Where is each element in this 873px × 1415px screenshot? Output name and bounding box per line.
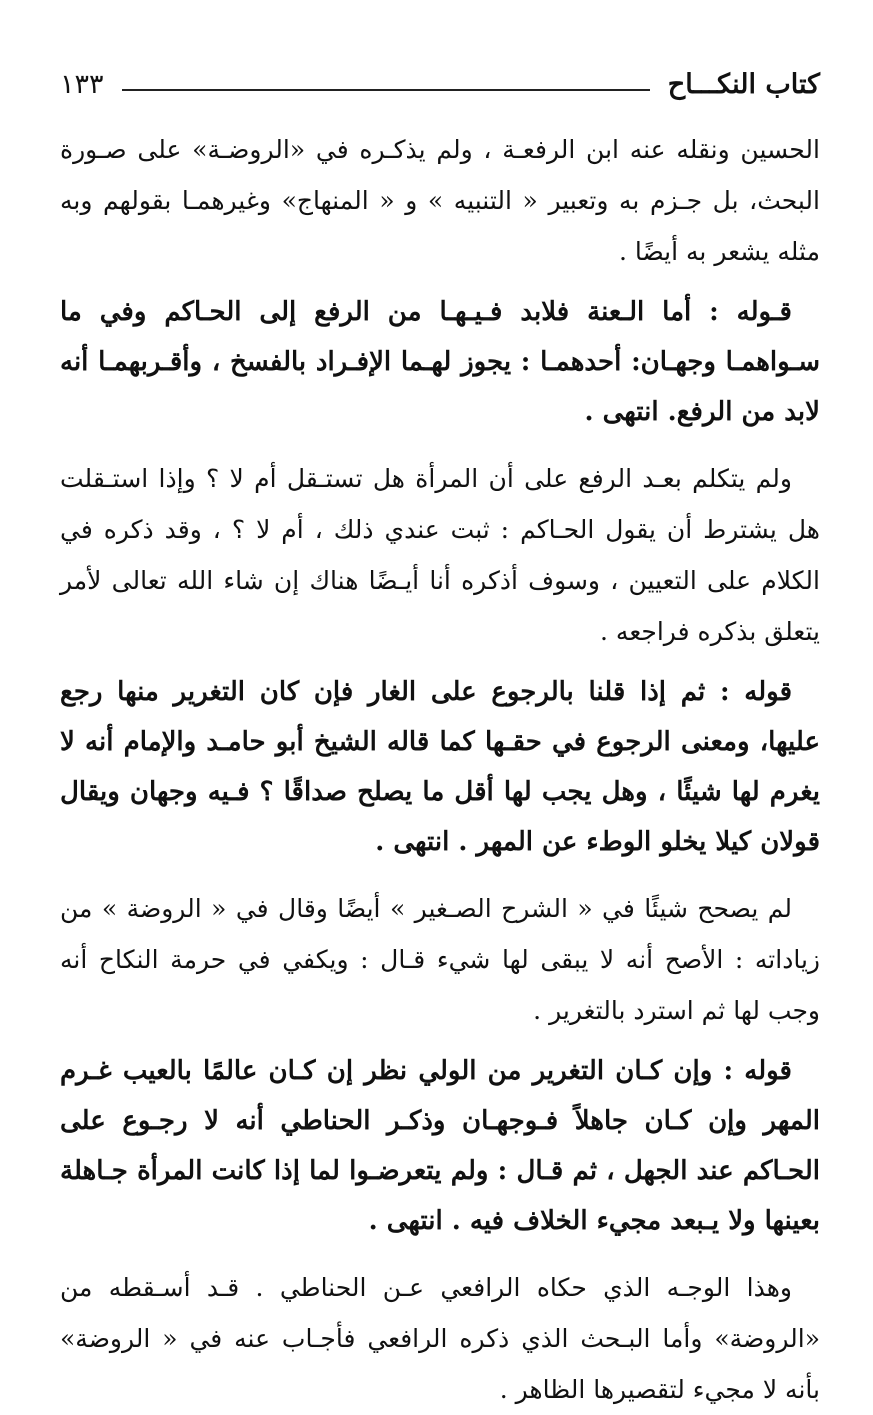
page-header xyxy=(60,62,820,106)
commentary-paragraph: ولم يتكلم بعـد الرفع على أن المرأة هل تستـقل أم لا ؟ وإذا استـقلت هل يشترط أن يقول الحـاكم : ثبت عندي ذلك ، أم لا ؟ ، وقد ذكره في الكلام على التعيين ، وسوف أذكره أنا أيـضًا هناك إن شاء الله تعالى لأمر يتعلق بذكره فراجعه . xyxy=(60,464,820,646)
running-title: كتاب النكـــاح xyxy=(667,68,820,100)
commentary-paragraph: لم يصحح شيئًا في « الشرح الصـغير » أيضًا وقال في « الروضة » من زياداته : الأصح أنه لا يبقى لها شيء قـال : ويكفي في حرمة النكاح أنه وجب لها ثم استرد بالتغرير . xyxy=(60,894,820,1025)
page-number: ١٣٣ xyxy=(60,68,104,100)
page-body xyxy=(60,124,820,1415)
quote-paragraph: قـوله : أما الـعنة فلابد فـيـهـا من الرفع إلى الحـاكم وفي ما سـواهمـا وجهـان: أحدهمـا : يجوز لهـما الإفـراد بالفسخ ، وأقـربهمـا أنه لابد من الرفع. انتهى . xyxy=(60,297,820,427)
paragraph-continuation: الحسين ونقله عنه ابن الرفعـة ، ولم يذكـره في «الروضـة» على صـورة البحث، بل جـزم به وتعبير « التنبيه » و « المنهاج» وغيرهمـا بقولهم وبه مثله يشعر به أيضًا . xyxy=(60,135,820,266)
commentary-paragraph: وهذا الوجـه الذي حكاه الرافعي عـن الحناطي . قـد أسـقطه من «الروضة» وأما البـحث الذي ذكره الرافعي فأجـاب عنه في « الروضة» بأنه لا مجيء لتقصيرها الظاهر . xyxy=(60,1273,820,1404)
quote-paragraph: قوله : وإن كـان التغرير من الولي نظر إن كـان عالمًا بالعيب غـرم المهر وإن كـان جاهلاً فـوجهـان وذكـر الحناطي أنه لا رجـوع على الحـاكم عند الجهل ، ثم قـال : ولم يتعرضـوا لما إذا كانت المرأة جـاهلة بعينها ولا يـبعد مجيء الخلاف فيه . انتهى . xyxy=(60,1056,820,1236)
quote-paragraph: قوله : ثم إذا قلنا بالرجوع على الغار فإن كان التغرير منها رجع عليها، ومعنى الرجوع في حقـها كما قاله الشيخ أبو حامـد والإمام أنه لا يغرم لها شيئًا ، وهل يجب لها أقل ما يصلح صداقًا ؟ فـيه وجهان ويقال قولان كيلا يخلو الوطء عن المهر . انتهى . xyxy=(60,677,820,857)
header-rule xyxy=(122,89,650,91)
